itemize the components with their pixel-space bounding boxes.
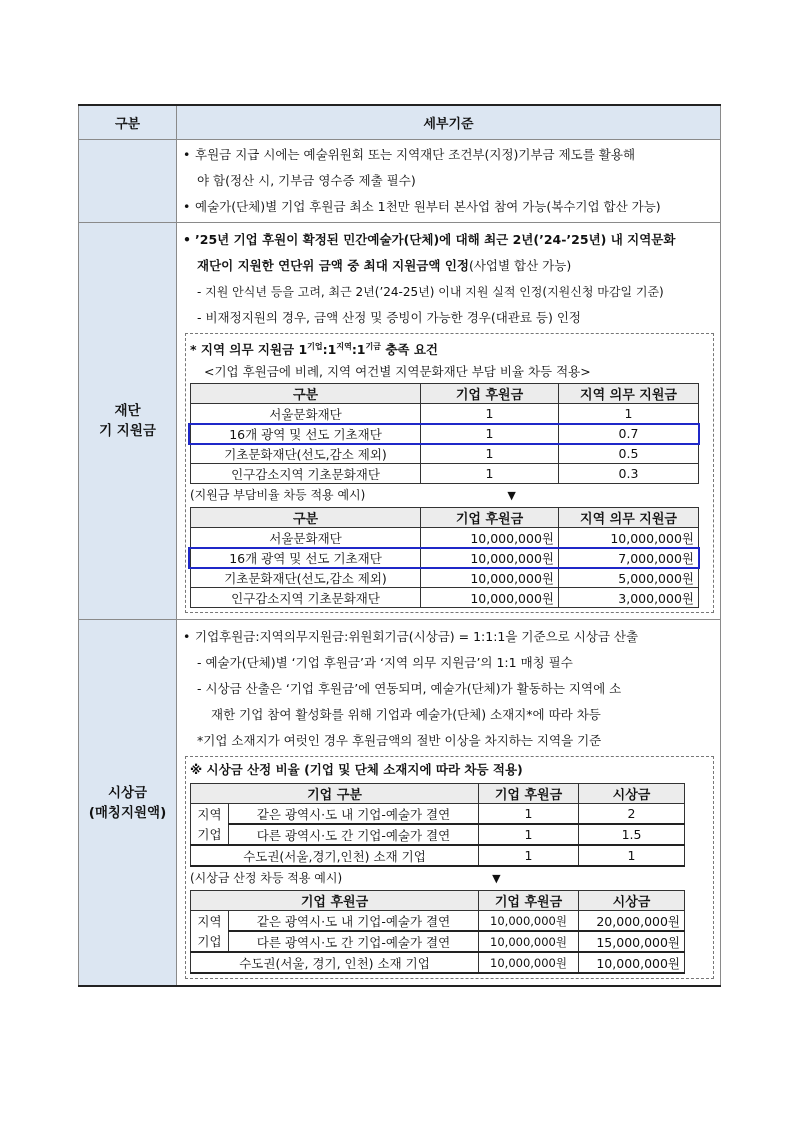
sup-region: 지역	[336, 342, 352, 351]
general-details	[177, 140, 721, 223]
foundation-bullet-bold: 재단이 지원한 연단위 금액 중 최대 지원금액 인정	[197, 258, 469, 273]
table-cell: 16개 광역 및 선도 기초재단	[191, 548, 421, 568]
general-item-1: 후원금 지급 시에는 예술위원회 또는 지역재단 조건부(지정)기부금 제도를 활용해	[195, 147, 636, 162]
table-row	[191, 404, 699, 424]
table-cell: 1	[421, 404, 559, 424]
table-row	[191, 845, 685, 866]
list-item-continued	[183, 253, 714, 279]
general-label	[79, 140, 177, 223]
group-cell: 기업	[191, 931, 229, 952]
table-cell: 1	[421, 464, 559, 484]
group-cell: 지역	[191, 804, 229, 825]
table-cell: 1	[421, 444, 559, 464]
general-row	[79, 140, 721, 223]
foundation-details	[177, 223, 721, 620]
table-cell: 1	[479, 845, 579, 866]
table-row	[191, 952, 685, 973]
table-header: 기업 구분	[191, 784, 479, 804]
example-caption	[190, 484, 707, 507]
table-cell: 인구감소지역 기초문화재단	[191, 464, 421, 484]
table-cell: 기초문화재단(선도,감소 제외)	[191, 568, 421, 588]
table-header: 기업 후원금	[421, 508, 559, 528]
table-cell: 10,000,000원	[421, 568, 559, 588]
example-caption-text: (지원금 부담비율 차등 적용 예시)	[190, 488, 366, 503]
table-cell: 인구감소지역 기초문화재단	[191, 588, 421, 608]
table-cell: 3,000,000원	[559, 588, 699, 608]
sup-fund: 기금	[365, 342, 381, 351]
table-row	[191, 444, 699, 464]
table-cell: 같은 광역시·도 내 기업-예술가 결연	[229, 804, 479, 825]
ratio-table	[190, 383, 699, 484]
table-cell: 같은 광역시·도 내 기업-예술가 결연	[229, 911, 479, 932]
table-header-row	[191, 508, 699, 528]
table-header: 지역 의무 지원금	[559, 508, 699, 528]
prize-box	[185, 756, 714, 979]
example-table-wrap	[190, 507, 707, 608]
box-title-mid2: :1	[351, 342, 366, 358]
list-item: • 기업후원금:지역의무지원금:위원회기금(시상금) = 1:1:1을 기준으로 시상금 산출	[183, 629, 639, 645]
table-cell: 16개 광역 및 선도 기초재단	[191, 424, 421, 444]
table-cell: 1	[421, 424, 559, 444]
table-cell: 10,000,000원	[479, 952, 579, 973]
table-cell: 7,000,000원	[559, 548, 699, 568]
table-row	[191, 911, 685, 932]
table-cell: 서울문화재단	[191, 528, 421, 548]
table-cell: 10,000,000원	[421, 548, 559, 568]
example-table	[190, 507, 699, 608]
table-header-row	[191, 384, 699, 404]
table-row	[191, 568, 699, 588]
table-header: 기업 후원금	[191, 891, 479, 911]
prize-details	[177, 620, 721, 987]
table-cell: 20,000,000원	[579, 911, 685, 932]
prize-box-title: ※ 시상금 산정 비율 (기업 및 단체 소재지에 따라 차등 적용)	[190, 762, 523, 778]
table-header: 지역 의무 지원금	[559, 384, 699, 404]
table-cell: 10,000,000원	[559, 528, 699, 548]
table-cell: 1	[479, 804, 579, 825]
prize-row	[79, 620, 721, 987]
sub-item: - 예술가(단체)별 ‘기업 후원금’과 ‘지역 의무 지원금’의 1:1 매칭 필수	[197, 655, 573, 671]
sub-item: - 비재정지원의 경우, 금액 산정 및 증빙이 가능한 경우(대관료 등) 인정	[197, 310, 581, 325]
table-row	[191, 804, 685, 825]
foundation-bullet-line1: ’25년 기업 후원이 확정된 민간예술가(단체)에 대해 최근 2년(’24-’25년) 내 지역문화	[195, 232, 676, 247]
table-cell: 0.5	[559, 444, 699, 464]
table-cell: 10,000,000원	[479, 911, 579, 932]
foundation-row	[79, 223, 721, 620]
table-cell: 다른 광역시·도 간 기업-예술가 결연	[229, 931, 479, 952]
table-row	[191, 528, 699, 548]
header-details: 세부기준	[177, 105, 721, 140]
ratio-table-wrap	[190, 383, 707, 484]
sub-item: - 시상금 산출은 ‘기업 후원금’에 연동되며, 예술가(단체)가 활동하는 지역에 소	[197, 681, 622, 697]
list-item: • 후원금 지급 시에는 예술위원회 또는 지역재단 조건부(지정)기부금 제도를 활용해	[183, 147, 636, 162]
table-cell: 15,000,000원	[579, 931, 685, 952]
obligation-caption: <기업 후원금에 비례, 지역 여건별 지역문화재단 부담 비율 차등 적용>	[204, 364, 591, 380]
table-cell: 1	[559, 404, 699, 424]
general-item-2: 예술가(단체)별 기업 후원금 최소 1천만 원부터 본사업 참여 가능(복수기업 합산 가능)	[195, 199, 661, 214]
group-cell: 지역	[191, 911, 229, 932]
table-cell: 기초문화재단(선도,감소 제외)	[191, 444, 421, 464]
table-cell: 2	[579, 804, 685, 825]
table-row	[191, 464, 699, 484]
table-cell: 10,000,000원	[421, 588, 559, 608]
table-header: 구분	[191, 384, 421, 404]
header-row	[79, 105, 721, 140]
sup-company: 기업	[307, 342, 323, 351]
table-header: 구분	[191, 508, 421, 528]
list-item-continued: 야 함(정산 시, 기부금 영수증 제출 필수)	[197, 173, 416, 188]
example-caption	[190, 867, 707, 890]
criteria-table	[78, 104, 721, 987]
down-arrow-icon: ▼	[492, 872, 501, 886]
table-cell: 1	[579, 845, 685, 866]
prize-label-2: (매칭지원액)	[88, 804, 167, 821]
header-category: 구분	[79, 105, 177, 140]
table-cell: 수도권(서울, 경기, 인천) 소재 기업	[191, 952, 479, 973]
table-row	[191, 931, 685, 952]
foundation-bullet-rest: (사업별 합산 가능)	[468, 258, 572, 273]
box-title-pre: * 지역 의무 지원금 1	[190, 342, 308, 358]
prize-bullet: 기업후원금:지역의무지원금:위원회기금(시상금) = 1:1:1을 기준으로 시상금 산출	[195, 629, 639, 645]
table-header: 기업 후원금	[479, 891, 579, 911]
table-row-highlighted	[191, 424, 699, 444]
table-cell: 다른 광역시·도 간 기업-예술가 결연	[229, 824, 479, 845]
obligation-box-title	[190, 336, 707, 361]
table-cell: 서울문화재단	[191, 404, 421, 424]
box-title-post: 충족 요건	[380, 342, 438, 358]
prize-example-table	[190, 890, 685, 974]
table-header: 시상금	[579, 891, 685, 911]
prize-ratio-table	[190, 783, 685, 867]
sub-item-continued: 재한 기업 참여 활성화를 위해 기업과 예술가(단체) 소재지*에 따라 차등	[211, 707, 601, 723]
table-header: 기업 후원금	[479, 784, 579, 804]
prize-label	[79, 620, 177, 987]
table-cell: 1.5	[579, 824, 685, 845]
table-cell: 10,000,000원	[579, 952, 685, 973]
list-item: • ’25년 기업 후원이 확정된 민간예술가(단체)에 대해 최근 2년(’24-’25년) 내 지역문화	[183, 232, 676, 247]
table-row	[191, 588, 699, 608]
list-item: • 예술가(단체)별 기업 후원금 최소 1천만 원부터 본사업 참여 가능(복수기업 합산 가능)	[183, 199, 661, 214]
table-cell: 수도권(서울,경기,인천) 소재 기업	[191, 845, 479, 866]
table-cell: 10,000,000원	[421, 528, 559, 548]
example-caption-text: (시상금 산정 차등 적용 예시)	[190, 871, 343, 886]
table-header: 기업 후원금	[421, 384, 559, 404]
table-cell: 0.7	[559, 424, 699, 444]
table-cell: 10,000,000원	[479, 931, 579, 952]
foundation-label	[79, 223, 177, 620]
footnote: *기업 소재지가 여럿인 경우 후원금액의 절반 이상을 차지하는 지역을 기준	[197, 733, 602, 749]
group-cell: 기업	[191, 824, 229, 845]
table-row-highlighted	[191, 548, 699, 568]
box-title-mid1: :1	[322, 342, 337, 358]
table-cell: 0.3	[559, 464, 699, 484]
table-row	[191, 824, 685, 845]
foundation-label-1: 재단	[114, 403, 141, 420]
obligation-box	[185, 333, 714, 613]
down-arrow-icon: ▼	[507, 489, 516, 503]
table-cell: 5,000,000원	[559, 568, 699, 588]
sub-item: - 지원 안식년 등을 고려, 최근 2년(’24-25년) 이내 지원 실적 인정(지원신청 마감일 기준)	[197, 285, 664, 299]
table-header-row	[191, 891, 685, 911]
foundation-label-2: 기 지원금	[99, 423, 156, 440]
table-header: 시상금	[579, 784, 685, 804]
prize-label-1: 시상금	[107, 784, 148, 801]
table-header-row	[191, 784, 685, 804]
table-cell: 1	[479, 824, 579, 845]
